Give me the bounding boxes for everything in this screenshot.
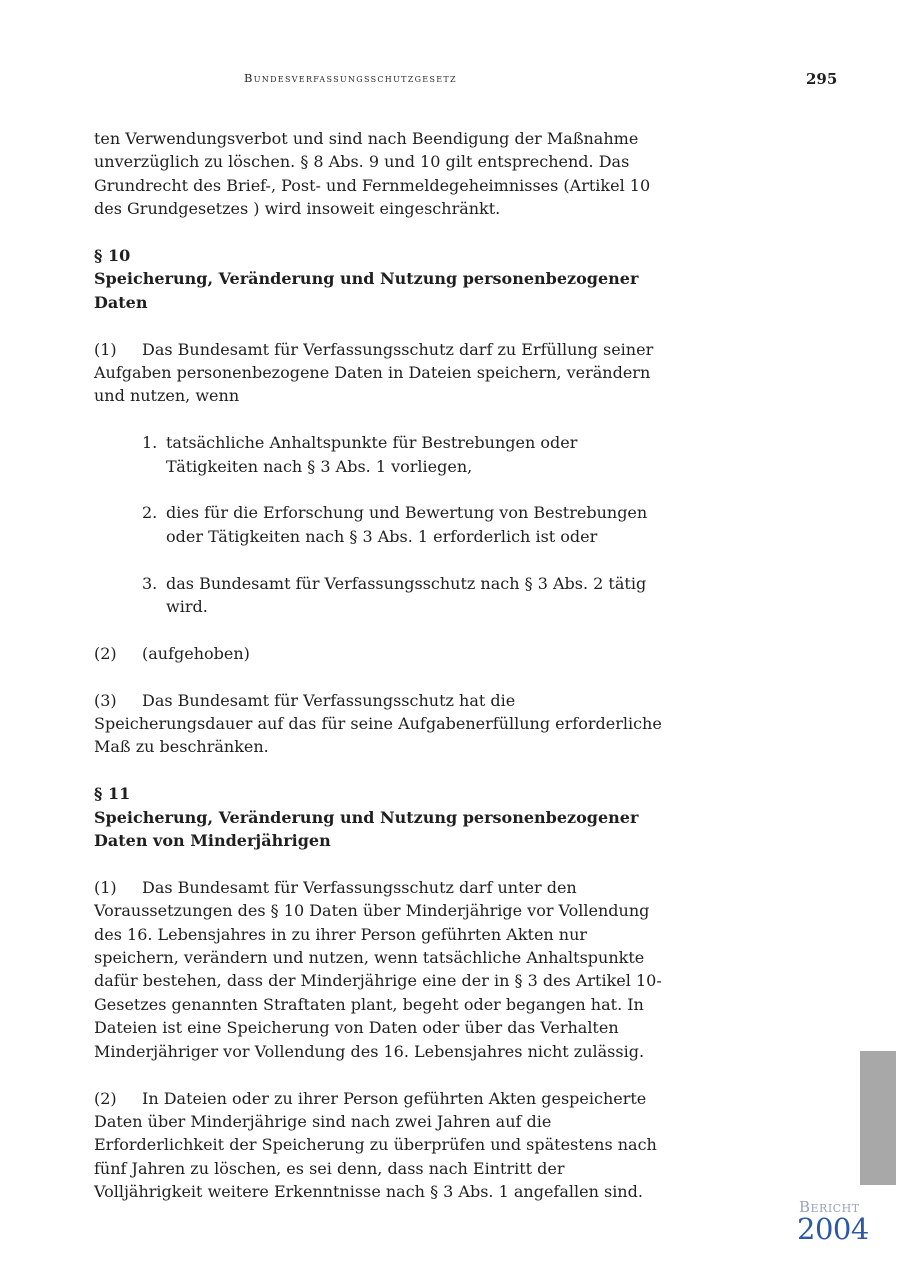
list-item-number: 2. <box>142 503 158 523</box>
report-year: 2004 <box>797 1212 869 1246</box>
paragraph <box>94 689 669 759</box>
paragraph <box>94 1087 669 1204</box>
paragraph-number: (2) <box>94 643 117 663</box>
paragraph-text: Das Bundesamt für Verfassungsschutz hat die Speicherungsdauer auf das für seine Aufgabenerfüllung erforderliche Maß zu beschränken. <box>94 690 662 757</box>
paragraph-number: (1) <box>94 877 117 897</box>
paragraph-number: (3) <box>94 690 117 710</box>
paragraph-text: (aufgehoben) <box>142 643 250 663</box>
list-item-text: dies für die Erforschung und Bewertung von Bestrebungen oder Tätigkeiten nach § 3 Abs. 1 erforderlich ist oder <box>166 503 648 546</box>
paragraph <box>94 642 669 665</box>
list-item <box>94 572 669 619</box>
section-11 <box>94 782 669 1203</box>
page-body <box>94 127 669 1227</box>
intro-paragraph: ten Verwendungsverbot und sind nach Beendigung der Maßnahme unverzüglich zu löschen. § 8 Abs. 9 und 10 gilt entsprechend. Das Grundrecht des Brief-, Post- und Fernmeldegeheimnisses (Artikel 10 des Grundgesetzes ) wird insoweit eingeschränkt. <box>94 129 651 219</box>
section-title: Speicherung, Veränderung und Nutzung personenbezogener Daten von Minderjährigen <box>94 807 639 851</box>
section-number: § 10 <box>94 246 131 266</box>
paragraph-text: Das Bundesamt für Verfassungsschutz darf zu Erfüllung seiner Aufgaben personenbezogene Daten in Dateien speichern, verändern und nutzen, wenn <box>94 339 654 406</box>
numbered-list <box>94 431 669 618</box>
list-item-text: tatsächliche Anhaltspunkte für Bestrebungen oder Tätigkeiten nach § 3 Abs. 1 vorliegen, <box>166 433 578 476</box>
section-heading <box>94 782 669 852</box>
paragraph-text: Das Bundesamt für Verfassungsschutz darf unter den Voraussetzungen des § 10 Daten über Minderjährige vor Vollendung des 16. Lebensjahres in zu ihrer Person geführten Akten nur speichern, verändern und nutzen, wenn tatsächliche Anhaltspunkte dafür bestehen, dass der Minderjährige eine der in § 3 des Artikel 10-Gesetzes genannten Straftaten plant, begeht oder begangen hat. In Dateien ist eine Speicherung von Daten oder über das Verhalten Minderjähriger vor Vollendung des 16. Lebensjahres nicht zulässig. <box>94 877 662 1061</box>
list-item <box>94 431 669 478</box>
section-10 <box>94 244 669 759</box>
list-item-number: 3. <box>142 573 158 593</box>
section-title: Speicherung, Veränderung und Nutzung personenbezogener Daten <box>94 269 639 312</box>
list-item-text: das Bundesamt für Verfassungsschutz nach § 3 Abs. 2 tätig wird. <box>166 573 647 617</box>
paragraph-number: (2) <box>94 1088 117 1108</box>
list-item-number: 1. <box>142 433 158 453</box>
section-number: § 11 <box>94 784 131 804</box>
list-item <box>94 501 669 548</box>
section-heading <box>94 244 669 314</box>
running-header-title: Bundesverfassungsschutzgesetz <box>244 71 457 85</box>
paragraph-text: In Dateien oder zu ihrer Person geführten Akten gespeicherte Daten über Minderjährige sind nach zwei Jahren auf die Erforderlichkeit der Speicherung zu überprüfen und spätestens nach fünf Jahren zu löschen, es sei denn, dass nach Eintritt der Volljährigkeit weitere Erkenntnisse nach § 3 Abs. 1 angefallen sind. <box>94 1088 657 1202</box>
report-label: Bericht <box>799 1198 860 1216</box>
paragraph-number: (1) <box>94 339 117 359</box>
paragraph <box>94 876 669 1063</box>
side-tab-marker <box>860 1051 896 1185</box>
paragraph <box>94 338 669 408</box>
page-number: 295 <box>806 70 838 88</box>
